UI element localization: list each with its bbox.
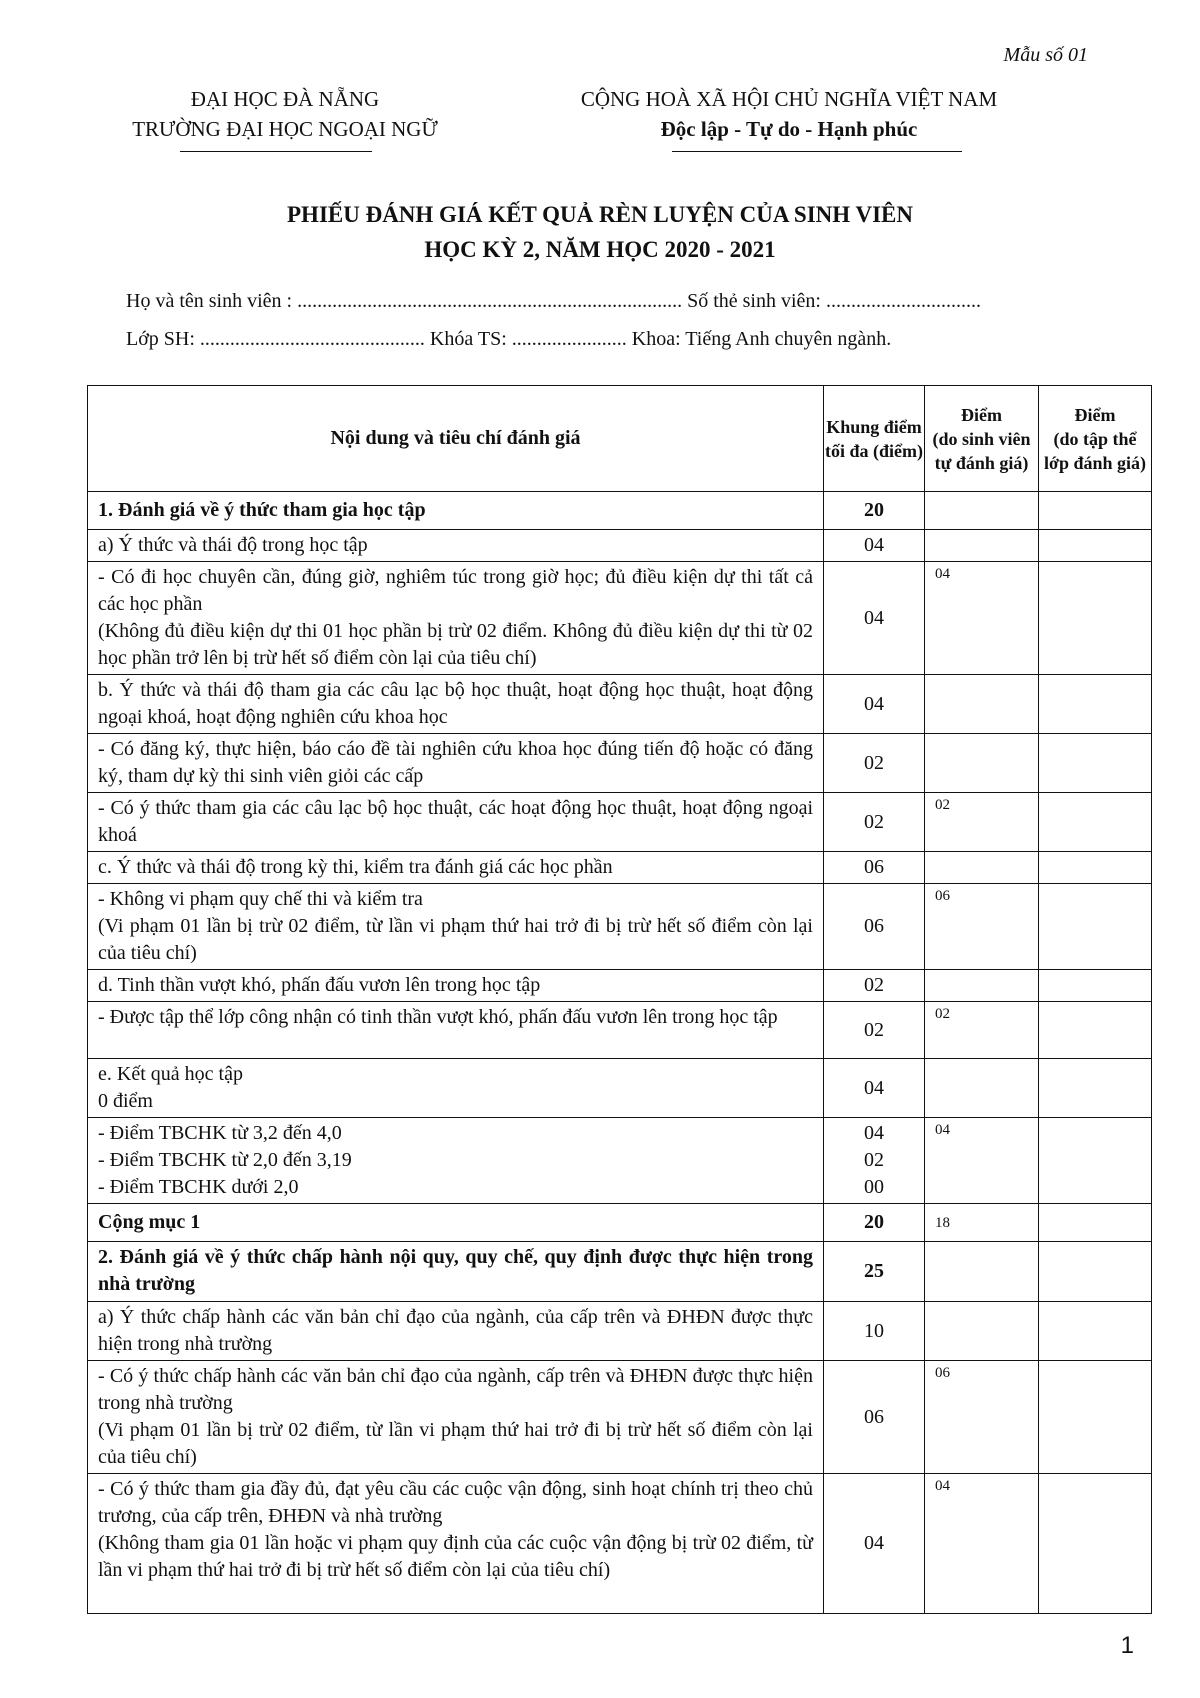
self-score-cell <box>925 1302 1039 1361</box>
class-score-cell <box>1039 734 1152 793</box>
self-score-cell <box>925 1242 1039 1302</box>
self-score-cell <box>925 970 1039 1002</box>
left-header-underline <box>180 151 372 152</box>
max-score-cell: 04 <box>824 562 925 675</box>
document-subtitle: HỌC KỲ 2, NĂM HỌC 2020 - 2021 <box>424 237 776 262</box>
document-title: PHIẾU ĐÁNH GIÁ KẾT QUẢ RÈN LUYỆN CỦA SINH VIÊN <box>287 202 913 227</box>
criteria-header: Nội dung và tiêu chí đánh giá <box>88 386 824 492</box>
republic-name: CỘNG HOÀ XÃ HỘI CHỦ NGHĨA VIỆT NAM <box>580 87 998 111</box>
table-row <box>88 734 1152 793</box>
table-row <box>88 1002 1152 1059</box>
max-score-header <box>824 386 925 492</box>
table-row <box>88 1302 1152 1361</box>
class-score-cell <box>1039 1242 1152 1302</box>
max-score-cell: 20 <box>824 492 925 530</box>
form-number: Mẫu số 01 <box>1003 44 1088 66</box>
class-score-cell <box>1039 492 1152 530</box>
max-score-cell: 04 <box>824 1059 925 1118</box>
max-score-cell: 06 <box>824 1361 925 1474</box>
class-score-cell <box>1039 970 1152 1002</box>
max-score-cell: 02 <box>824 1002 925 1059</box>
criteria-cell: c. Ý thức và thái độ trong kỳ thi, kiểm tra đánh giá các học phần <box>88 852 824 884</box>
criteria-cell: a) Ý thức chấp hành các văn bản chỉ đạo của ngành, của cấp trên và ĐHĐN được thực hiện trong nhà trường <box>88 1302 824 1361</box>
criteria-cell: 1. Đánh giá về ý thức tham gia học tập <box>88 492 824 530</box>
class-score-cell <box>1039 1302 1152 1361</box>
criteria-cell: - Có ý thức tham gia các câu lạc bộ học thuật, các hoạt động học thuật, hoạt động ngoại khoá <box>88 793 824 852</box>
class-score-cell <box>1039 562 1152 675</box>
self-score-cell <box>925 734 1039 793</box>
student-name-line: Họ và tên sinh viên : ............................................................................. Số thẻ sinh viên: ............................... <box>126 290 981 312</box>
max-score-cell: 06 <box>824 852 925 884</box>
max-score-cell: 02 <box>824 793 925 852</box>
university-name: ĐẠI HỌC ĐÀ NẴNG <box>190 87 380 111</box>
table-row <box>88 793 1152 852</box>
max-score-cell: 02 <box>824 970 925 1002</box>
page-number: 1 <box>1120 1632 1134 1659</box>
national-header <box>520 84 1058 144</box>
max-score-cell: 06 <box>824 884 925 970</box>
self-score-cell: 02 <box>925 1002 1039 1059</box>
criteria-cell: - Có ý thức tham gia đầy đủ, đạt yêu cầu các cuộc vận động, sinh hoạt chính trị theo chủ trương, của cấp trên, ĐHĐN và nhà trường (Không tham gia 01 lần hoặc vi phạm quy định của các cuộc vận động bị trừ 02 điểm, từ lần vi phạm thứ hai trở đi bị trừ hết số điểm còn lại của tiêu chí) <box>88 1474 824 1614</box>
self-score-cell <box>925 530 1039 562</box>
self-score-cell: 02 <box>925 793 1039 852</box>
table-row <box>88 884 1152 970</box>
self-score-header <box>925 386 1039 492</box>
criteria-cell: - Có ý thức chấp hành các văn bản chỉ đạo của ngành, cấp trên và ĐHĐN được thực hiện trong nhà trường (Vi phạm 01 lần bị trừ 02 điểm, từ lần vi phạm thứ hai trở đi bị trừ hết số điểm còn lại của tiêu chí) <box>88 1361 824 1474</box>
issuer-header <box>92 84 478 144</box>
table-row <box>88 530 1152 562</box>
self-score-cell <box>925 1059 1039 1118</box>
table-row <box>88 1474 1152 1614</box>
table-row <box>88 1204 1152 1242</box>
table-row <box>88 1242 1152 1302</box>
self-score-cell <box>925 675 1039 734</box>
max-score-cell: 10 <box>824 1302 925 1361</box>
self-score-cell: 06 <box>925 1361 1039 1474</box>
class-score-cell <box>1039 1002 1152 1059</box>
max-score-cell: 20 <box>824 1204 925 1242</box>
class-score-cell <box>1039 1204 1152 1242</box>
table-row <box>88 1118 1152 1204</box>
self-score-header-note: (do sinh viên tự đánh giá) <box>932 428 1031 473</box>
class-score-cell <box>1039 675 1152 734</box>
class-score-cell <box>1039 793 1152 852</box>
criteria-cell: e. Kết quả học tập 0 điểm <box>88 1059 824 1118</box>
max-score-header-title: Khung điểm <box>826 416 922 437</box>
max-score-cell: 04 <box>824 1474 925 1614</box>
evaluation-table <box>87 385 1152 1614</box>
table-row <box>88 1361 1152 1474</box>
max-score-cell: 02 <box>824 734 925 793</box>
table-row <box>88 852 1152 884</box>
max-score-cell: 25 <box>824 1242 925 1302</box>
criteria-cell: 2. Đánh giá về ý thức chấp hành nội quy, quy chế, quy định được thực hiện trong nhà trường <box>88 1242 824 1302</box>
class-score-cell <box>1039 1361 1152 1474</box>
criteria-cell: b. Ý thức và thái độ tham gia các câu lạc bộ học thuật, hoạt động học thuật, hoạt động ngoại khoá, hoạt động nghiên cứu khoa học <box>88 675 824 734</box>
criteria-cell: - Điểm TBCHK từ 3,2 đến 4,0 - Điểm TBCHK từ 2,0 đến 3,19 - Điểm TBCHK dưới 2,0 <box>88 1118 824 1204</box>
table-row <box>88 492 1152 530</box>
self-score-cell: 06 <box>925 884 1039 970</box>
class-score-header-note: (do tập thể lớp đánh giá) <box>1043 428 1146 473</box>
class-score-cell <box>1039 852 1152 884</box>
max-score-cell: 04 <box>824 530 925 562</box>
motto: Độc lập - Tự do - Hạnh phúc <box>660 117 918 141</box>
criteria-cell: - Có đi học chuyên cần, đúng giờ, nghiêm túc trong giờ học; đủ điều kiện dự thi tất cả các học phần (Không đủ điều kiện dự thi 01 học phần bị trừ 02 điểm. Không đủ điều kiện dự thi từ 02 học phần trở lên bị trừ hết số điểm còn lại của tiêu chí) <box>88 562 824 675</box>
criteria-cell: - Không vi phạm quy chế thi và kiểm tra (Vi phạm 01 lần bị trừ 02 điểm, từ lần vi phạm thứ hai trở đi bị trừ hết số điểm còn lại của tiêu chí) <box>88 884 824 970</box>
self-score-cell: 04 <box>925 1474 1039 1614</box>
criteria-cell: - Có đăng ký, thực hiện, báo cáo đề tài nghiên cứu khoa học đúng tiến độ hoặc có đăng ký, tham dự kỳ thi sinh viên giỏi các cấp <box>88 734 824 793</box>
right-header-underline <box>672 151 962 152</box>
class-score-header <box>1039 386 1152 492</box>
max-score-header-note: tối đa (điểm) <box>825 440 923 461</box>
criteria-cell: Cộng mục 1 <box>88 1204 824 1242</box>
criteria-cell: a) Ý thức và thái độ trong học tập <box>88 530 824 562</box>
self-score-header-title: Điểm <box>961 404 1002 425</box>
table-row <box>88 970 1152 1002</box>
self-score-cell <box>925 492 1039 530</box>
criteria-cell: d. Tinh thần vượt khó, phấn đấu vươn lên trong học tập <box>88 970 824 1002</box>
class-score-cell <box>1039 884 1152 970</box>
table-row <box>88 562 1152 675</box>
table-header-row <box>88 386 1152 492</box>
self-score-cell <box>925 852 1039 884</box>
class-score-header-title: Điểm <box>1074 404 1116 425</box>
table-row <box>88 1059 1152 1118</box>
self-score-cell: 04 <box>925 562 1039 675</box>
class-score-cell <box>1039 1118 1152 1204</box>
class-line: Lớp SH: ............................................. Khóa TS: ....................... Khoa: Tiếng Anh chuyên ngành. <box>126 328 892 350</box>
class-score-cell <box>1039 530 1152 562</box>
self-score-cell: 04 <box>925 1118 1039 1204</box>
self-score-cell: 18 <box>925 1204 1039 1242</box>
class-score-cell <box>1039 1474 1152 1614</box>
table-row <box>88 675 1152 734</box>
school-name: TRƯỜNG ĐẠI HỌC NGOẠI NGỮ <box>132 117 438 141</box>
class-score-cell <box>1039 1059 1152 1118</box>
max-score-cell: 04 <box>824 675 925 734</box>
criteria-cell: - Được tập thể lớp công nhận có tinh thần vượt khó, phấn đấu vươn lên trong học tập <box>88 1002 824 1059</box>
max-score-cell: 04 02 00 <box>824 1118 925 1204</box>
